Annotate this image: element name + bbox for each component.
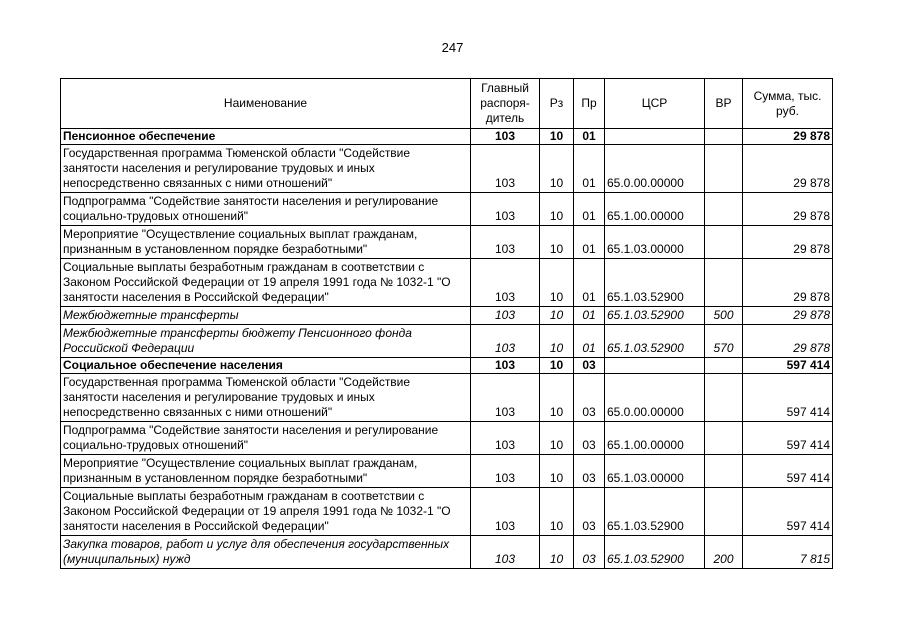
- table-row: [61, 193, 833, 226]
- table-row: [61, 488, 833, 536]
- cell-sum: 29 878: [743, 307, 833, 325]
- cell-csr: 65.1.00.00000: [605, 422, 705, 455]
- cell-rz: 10: [540, 145, 574, 193]
- cell-name: Пенсионное обеспечение: [61, 129, 471, 145]
- cell-name: Подпрограмма "Содействие занятости населения и регулирование социально-трудовых отношений": [61, 193, 471, 226]
- cell-main-manager: 103: [471, 193, 540, 226]
- cell-rz: 10: [540, 422, 574, 455]
- cell-name: Мероприятие "Осуществление социальных выплат гражданам, признанным в установленном порядке безработными": [61, 455, 471, 488]
- cell-csr: 65.1.03.52900: [605, 259, 705, 307]
- cell-vr: 570: [705, 325, 743, 358]
- cell-rz: 10: [540, 307, 574, 325]
- cell-sum: 29 878: [743, 325, 833, 358]
- cell-pr: 01: [574, 307, 605, 325]
- cell-rz: 10: [540, 488, 574, 536]
- header-name: Наименование: [61, 79, 471, 129]
- cell-name: Социальные выплаты безработным гражданам в соответствии с Законом Российской Федерации от 19 апреля 1991 года № 1032-1 "О занятости населения в Российской Федерации": [61, 488, 471, 536]
- section-row: [61, 358, 833, 374]
- cell-main-manager: 103: [471, 129, 540, 145]
- cell-name: Межбюджетные трансферты: [61, 307, 471, 325]
- cell-vr: 500: [705, 307, 743, 325]
- cell-sum: 597 414: [743, 422, 833, 455]
- cell-name: Государственная программа Тюменской области "Содействие занятости населения и регулирование трудовых и иных непосредственно связанных с ними отношений": [61, 374, 471, 422]
- cell-vr: [705, 193, 743, 226]
- cell-pr: 01: [574, 226, 605, 259]
- cell-csr: 65.1.03.52900: [605, 325, 705, 358]
- cell-name: Мероприятие "Осуществление социальных выплат гражданам, признанным в установленном порядке безработными": [61, 226, 471, 259]
- cell-main-manager: 103: [471, 145, 540, 193]
- cell-sum: 597 414: [743, 358, 833, 374]
- cell-pr: 01: [574, 193, 605, 226]
- cell-csr: 65.1.03.52900: [605, 307, 705, 325]
- cell-sum: 29 878: [743, 129, 833, 145]
- cell-main-manager: 103: [471, 226, 540, 259]
- cell-pr: 01: [574, 259, 605, 307]
- cell-sum: 29 878: [743, 259, 833, 307]
- table-row: [61, 374, 833, 422]
- cell-pr: 01: [574, 325, 605, 358]
- section-row: [61, 129, 833, 145]
- cell-csr: 65.1.03.00000: [605, 455, 705, 488]
- table-body: [61, 129, 833, 569]
- table-row: [61, 259, 833, 307]
- table-row: [61, 145, 833, 193]
- cell-vr: [705, 226, 743, 259]
- cell-sum: 29 878: [743, 226, 833, 259]
- cell-csr: 65.0.00.00000: [605, 145, 705, 193]
- cell-csr: 65.0.00.00000: [605, 374, 705, 422]
- header-csr: ЦСР: [605, 79, 705, 129]
- cell-pr: 01: [574, 145, 605, 193]
- cell-csr: 65.1.03.52900: [605, 536, 705, 569]
- cell-vr: [705, 259, 743, 307]
- cell-main-manager: 103: [471, 325, 540, 358]
- cell-pr: 03: [574, 358, 605, 374]
- cell-sum: 29 878: [743, 145, 833, 193]
- table-row: [61, 536, 833, 569]
- cell-vr: [705, 422, 743, 455]
- cell-name: Межбюджетные трансферты бюджету Пенсионного фонда Российской Федерации: [61, 325, 471, 358]
- cell-rz: 10: [540, 325, 574, 358]
- cell-rz: 10: [540, 193, 574, 226]
- budget-table: [60, 78, 833, 569]
- cell-vr: 200: [705, 536, 743, 569]
- cell-csr: 65.1.03.52900: [605, 488, 705, 536]
- cell-main-manager: 103: [471, 307, 540, 325]
- cell-csr: [605, 358, 705, 374]
- cell-main-manager: 103: [471, 259, 540, 307]
- table-row: [61, 325, 833, 358]
- cell-sum: 7 815: [743, 536, 833, 569]
- cell-sum: 597 414: [743, 374, 833, 422]
- cell-vr: [705, 129, 743, 145]
- cell-rz: 10: [540, 536, 574, 569]
- cell-vr: [705, 374, 743, 422]
- header-main-manager: Главный распоря-дитель: [471, 79, 540, 129]
- cell-vr: [705, 145, 743, 193]
- cell-name: Государственная программа Тюменской области "Содействие занятости населения и регулирование трудовых и иных непосредственно связанных с ними отношений": [61, 145, 471, 193]
- cell-name: Подпрограмма "Содействие занятости населения и регулирование социально-трудовых отношений": [61, 422, 471, 455]
- cell-pr: 03: [574, 488, 605, 536]
- header-rz: Рз: [540, 79, 574, 129]
- table-row: [61, 455, 833, 488]
- cell-pr: 03: [574, 422, 605, 455]
- cell-rz: 10: [540, 226, 574, 259]
- header-row: [61, 79, 833, 129]
- cell-pr: 03: [574, 536, 605, 569]
- cell-main-manager: 103: [471, 488, 540, 536]
- cell-sum: 29 878: [743, 193, 833, 226]
- cell-vr: [705, 358, 743, 374]
- cell-pr: 03: [574, 455, 605, 488]
- cell-sum: 597 414: [743, 455, 833, 488]
- cell-name: Социальные выплаты безработным гражданам в соответствии с Законом Российской Федерации от 19 апреля 1991 года № 1032-1 "О занятости населения в Российской Федерации": [61, 259, 471, 307]
- cell-main-manager: 103: [471, 536, 540, 569]
- cell-rz: 10: [540, 455, 574, 488]
- cell-csr: 65.1.03.00000: [605, 226, 705, 259]
- header-pr: Пр: [574, 79, 605, 129]
- cell-main-manager: 103: [471, 422, 540, 455]
- cell-rz: 10: [540, 358, 574, 374]
- table-row: [61, 307, 833, 325]
- cell-name: Закупка товаров, работ и услуг для обеспечения государственных (муниципальных) нужд: [61, 536, 471, 569]
- table-row: [61, 422, 833, 455]
- cell-rz: 10: [540, 259, 574, 307]
- cell-pr: 01: [574, 129, 605, 145]
- page-number: 247: [441, 40, 464, 55]
- cell-rz: 10: [540, 129, 574, 145]
- cell-vr: [705, 488, 743, 536]
- cell-name: Социальное обеспечение населения: [61, 358, 471, 374]
- cell-main-manager: 103: [471, 455, 540, 488]
- header-vr: ВР: [705, 79, 743, 129]
- header-sum: Сумма, тыс. руб.: [743, 79, 833, 129]
- cell-rz: 10: [540, 374, 574, 422]
- cell-csr: [605, 129, 705, 145]
- cell-main-manager: 103: [471, 358, 540, 374]
- table-row: [61, 226, 833, 259]
- cell-sum: 597 414: [743, 488, 833, 536]
- cell-main-manager: 103: [471, 374, 540, 422]
- cell-vr: [705, 455, 743, 488]
- cell-csr: 65.1.00.00000: [605, 193, 705, 226]
- cell-pr: 03: [574, 374, 605, 422]
